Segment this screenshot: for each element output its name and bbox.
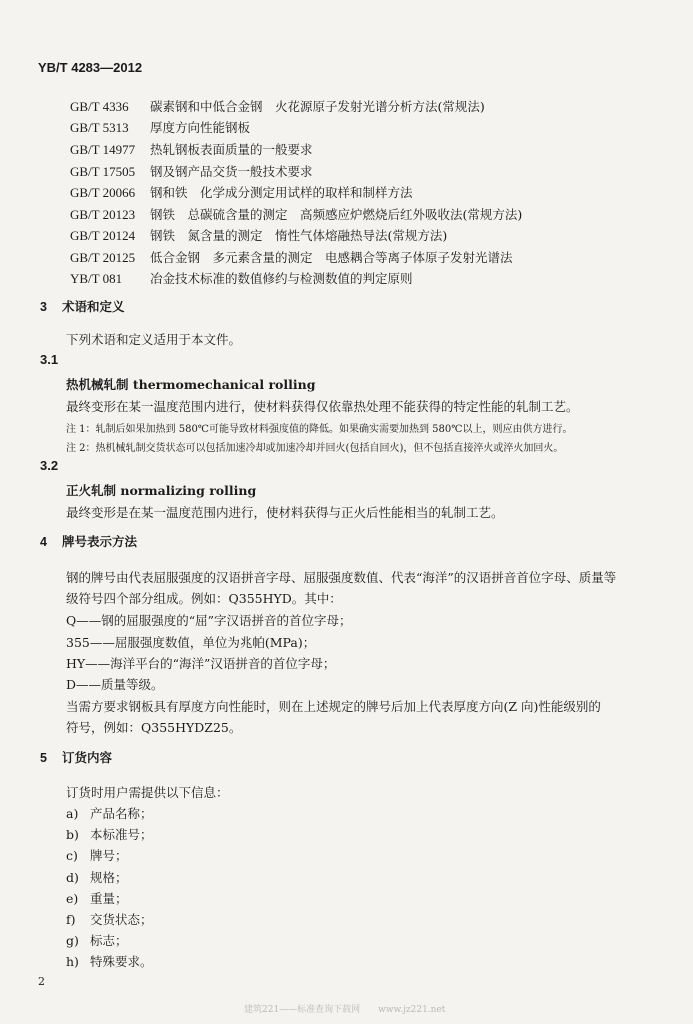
list-item <box>66 931 128 949</box>
reference-item <box>70 97 485 115</box>
section-heading-4 <box>40 532 137 550</box>
term-number: 3.2 <box>40 458 59 473</box>
paragraph: 钢的牌号由代表屈服强度的汉语拼音字母、屈服强度数值、代表“海洋”的汉语拼音首位字母、质量等 <box>66 570 617 585</box>
reference-item <box>70 140 313 158</box>
reference-item <box>70 226 447 244</box>
reference-code: GB/T 20066 <box>70 185 136 200</box>
reference-item <box>70 162 313 180</box>
reference-item <box>70 248 513 266</box>
list-text: 规格； <box>90 870 128 885</box>
reference-item <box>70 183 413 201</box>
section-number: 4 <box>40 535 47 549</box>
section-heading-5 <box>40 748 112 766</box>
section-number: 3 <box>40 300 47 314</box>
list-item <box>66 846 128 864</box>
list-item <box>66 910 153 928</box>
section-title: 术语和定义 <box>62 300 125 314</box>
paragraph: 当需方要求钢板具有厚度方向性能时，则在上述规定的牌号后加上代表厚度方向(Z 向)性能级别的 <box>66 699 601 714</box>
reference-item <box>70 269 413 287</box>
list-item: 355——屈服强度数值，单位为兆帕(MPa)； <box>66 635 316 650</box>
list-label: d) <box>66 870 79 885</box>
term-note: 注 2：热机械轧制交货状态可以包括加速冷却或加速冷却并回火(包括自回火)，但不包括直接淬火或淬火加回火。 <box>66 443 564 454</box>
section-title: 订货内容 <box>62 751 113 765</box>
reference-code: GB/T 17505 <box>70 164 136 179</box>
reference-item <box>70 118 250 136</box>
reference-title: 低合金钢 多元素含量的测定 电感耦合等离子体原子发射光谱法 <box>150 250 513 265</box>
term-definition: 最终变形是在某一温度范围内进行，使材料获得与正火后性能相当的轧制工艺。 <box>66 505 504 520</box>
term-definition: 最终变形在某一温度范围内进行，使材料获得仅依靠热处理不能获得的特定性能的轧制工艺。 <box>66 399 579 414</box>
reference-code: GB/T 14977 <box>70 142 136 157</box>
reference-title: 热轧钢板表面质量的一般要求 <box>150 142 313 157</box>
list-text: 产品名称； <box>90 806 153 821</box>
standard-code-header: YB/T 4283—2012 <box>38 60 143 75</box>
list-text: 特殊要求。 <box>90 954 153 969</box>
list-label: g) <box>66 933 79 948</box>
list-item: D——质量等级。 <box>66 677 164 692</box>
list-text: 标志； <box>90 933 128 948</box>
list-label: e) <box>66 891 79 906</box>
reference-title: 钢铁 氮含量的测定 惰性气体熔融热导法(常规方法) <box>150 228 448 243</box>
paragraph: 级符号四个部分组成。例如：Q355HYD。其中： <box>66 591 342 606</box>
reference-code: GB/T 20125 <box>70 250 136 265</box>
section-number: 5 <box>40 751 47 765</box>
reference-title: 厚度方向性能钢板 <box>150 120 251 135</box>
term-number: 3.1 <box>40 352 59 367</box>
section-title: 牌号表示方法 <box>62 535 138 549</box>
reference-title: 冶金技术标准的数值修约与检测数值的判定原则 <box>150 271 413 286</box>
section-intro: 订货时用户需提供以下信息： <box>66 785 229 800</box>
page-number: 2 <box>38 975 45 988</box>
list-label: c) <box>66 848 78 863</box>
section-intro: 下列术语和定义适用于本文件。 <box>66 332 242 347</box>
list-text: 牌号； <box>90 848 128 863</box>
reference-item <box>70 205 522 223</box>
list-item <box>66 889 128 907</box>
list-item <box>66 804 153 822</box>
reference-code: GB/T 20123 <box>70 207 136 222</box>
reference-code: YB/T 081 <box>70 271 123 286</box>
term-note: 注 1：轧制后如果加热到 580℃可能导致材料强度值的降低。如果确实需要加热到 580℃以上，则应由供方进行。 <box>66 424 573 435</box>
list-item: Q——钢的屈服强度的“屈”字汉语拼音的首位字母； <box>66 613 352 628</box>
list-item <box>66 868 128 886</box>
list-item <box>66 825 153 843</box>
list-label: f) <box>66 912 76 927</box>
section-heading-3 <box>40 297 125 315</box>
reference-title: 钢铁 总碳硫含量的测定 高频感应炉燃烧后红外吸收法(常规方法) <box>150 207 523 222</box>
watermark-footer: 建筑221——标准查询下载网 www.jz221.net <box>244 1005 446 1015</box>
list-label: h) <box>66 954 79 969</box>
reference-code: GB/T 20124 <box>70 228 136 243</box>
list-item: HY——海洋平台的“海洋”汉语拼音的首位字母； <box>66 656 336 671</box>
list-text: 交货状态； <box>90 912 153 927</box>
term-name: 正火轧制 normalizing rolling <box>66 483 257 498</box>
paragraph: 符号，例如：Q355HYDZ25。 <box>66 720 242 735</box>
reference-title: 钢和铁 化学成分测定用试样的取样和制样方法 <box>150 185 413 200</box>
list-item <box>66 952 153 970</box>
list-label: b) <box>66 827 79 842</box>
list-text: 本标准号； <box>90 827 153 842</box>
reference-title: 钢及钢产品交货一般技术要求 <box>150 164 313 179</box>
list-label: a) <box>66 806 79 821</box>
reference-code: GB/T 5313 <box>70 120 129 135</box>
list-text: 重量； <box>90 891 128 906</box>
reference-code: GB/T 4336 <box>70 99 129 114</box>
reference-title: 碳素钢和中低合金钢 火花源原子发射光谱分析方法(常规法) <box>150 99 485 114</box>
term-name: 热机械轧制 thermomechanical rolling <box>66 377 316 392</box>
